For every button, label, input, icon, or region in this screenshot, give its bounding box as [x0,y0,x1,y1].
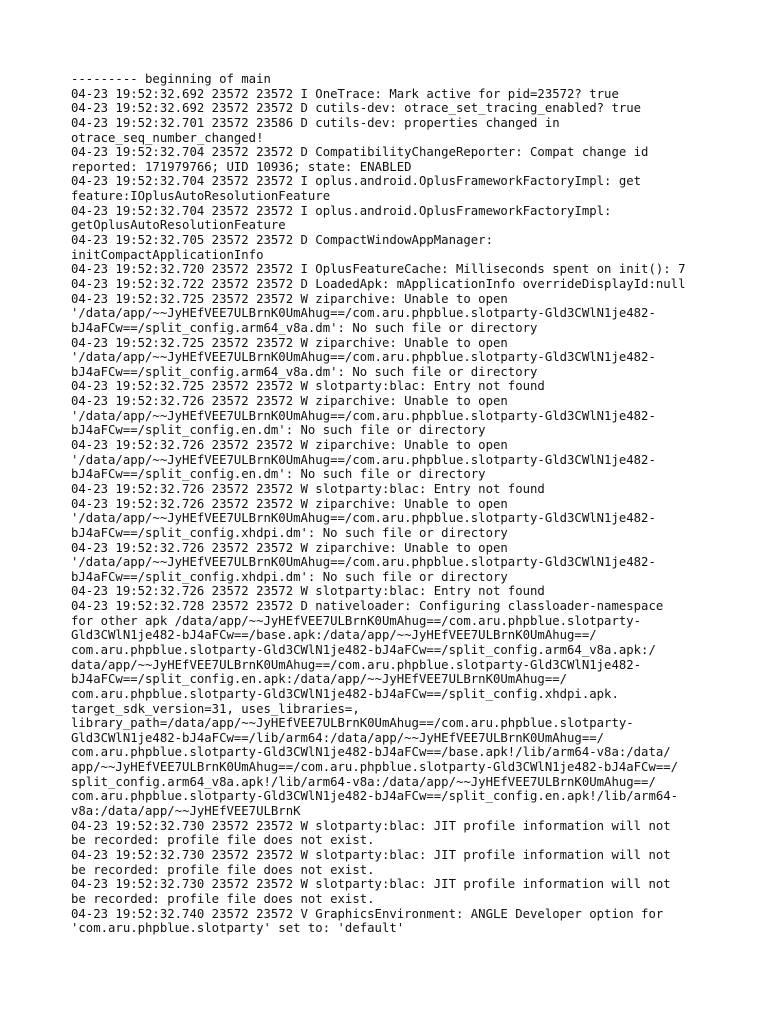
log-line: 04-23 19:52:32.726 23572 23572 W ziparchive: Unable to open [71,496,508,511]
log-line: v8a:/data/app/~~JyHEfVEE7ULBrnK [71,804,301,819]
log-line: bJ4aFCw==/split_config.en.dm': No such file or directory [71,467,486,482]
log-line: '/data/app/~~JyHEfVEE7ULBrnK0UmAhug==/com.aru.phpblue.slotparty-Gld3CWlN1je482- [71,408,656,423]
log-line: bJ4aFCw==/split_config.xhdpi.dm': No such file or directory [71,525,508,540]
log-line: 04-23 19:52:32.720 23572 23572 I OplusFeatureCache: Milliseconds spent on init(): 7 [71,262,686,277]
log-line: 04-23 19:52:32.730 23572 23572 W slotparty:blac: JIT profile information will not [71,847,671,862]
log-line: data/app/~~JyHEfVEE7ULBrnK0UmAhug==/com.aru.phpblue.slotparty-Gld3CWlN1je482- [71,657,642,672]
log-line: '/data/app/~~JyHEfVEE7ULBrnK0UmAhug==/com.aru.phpblue.slotparty-Gld3CWlN1je482- [71,306,656,321]
log-line: reported: 171979766; UID 10936; state: ENABLED [71,159,412,174]
log-line: 04-23 19:52:32.726 23572 23572 W ziparchive: Unable to open [71,540,508,555]
log-line: com.aru.phpblue.slotparty-Gld3CWlN1je482-bJ4aFCw==/split_config.en.apk!/lib/arm64- [71,789,679,804]
log-line: split_config.arm64_v8a.apk!/lib/arm64-v8a:/data/app/~~JyHEfVEE7ULBrnK0UmAhug==/ [71,774,656,789]
log-line: for other apk /data/app/~~JyHEfVEE7ULBrnK0UmAhug==/com.aru.phpblue.slotparty- [71,613,642,628]
log-line: 04-23 19:52:32.701 23572 23586 D cutils-dev: properties changed in [71,115,560,130]
log-line: 04-23 19:52:32.725 23572 23572 W slotparty:blac: Entry not found [71,379,545,394]
log-line: '/data/app/~~JyHEfVEE7ULBrnK0UmAhug==/com.aru.phpblue.slotparty-Gld3CWlN1je482- [71,511,656,526]
log-line: app/~~JyHEfVEE7ULBrnK0UmAhug==/com.aru.phpblue.slotparty-Gld3CWlN1je482-bJ4aFCw==/ [71,760,679,775]
log-line: com.aru.phpblue.slotparty-Gld3CWlN1je482-bJ4aFCw==/split_config.arm64_v8a.apk:/ [71,642,656,657]
log-line: 04-23 19:52:32.692 23572 23572 I OneTrace: Mark active for pid=23572? true [71,86,619,101]
log-line: 04-23 19:52:32.726 23572 23572 W slotparty:blac: Entry not found [71,481,545,496]
log-line: 04-23 19:52:32.725 23572 23572 W ziparchive: Unable to open [71,291,508,306]
log-line: bJ4aFCw==/split_config.en.apk:/data/app/~~JyHEfVEE7ULBrnK0UmAhug==/ [71,672,568,687]
log-line: 04-23 19:52:32.704 23572 23572 D CompatibilityChangeReporter: Compat change id [71,145,649,160]
log-line: be recorded: profile file does not exist. [71,833,375,848]
log-line: library_path=/data/app/~~JyHEfVEE7ULBrnK0UmAhug==/com.aru.phpblue.slotparty- [71,716,634,731]
log-line: 04-23 19:52:32.722 23572 23572 D LoadedApk: mApplicationInfo overrideDisplayId:null [71,276,686,291]
log-line: 04-23 19:52:32.725 23572 23572 W ziparchive: Unable to open [71,335,508,350]
log-line: be recorded: profile file does not exist. [71,862,375,877]
log-line: 04-23 19:52:32.705 23572 23572 D CompactWindowAppManager: [71,233,493,248]
log-line: 'com.aru.phpblue.slotparty' set to: 'default' [71,921,405,936]
log-line: bJ4aFCw==/split_config.en.dm': No such file or directory [71,423,486,438]
log-line: target_sdk_version=31, uses_libraries=, [71,701,360,716]
log-line: '/data/app/~~JyHEfVEE7ULBrnK0UmAhug==/com.aru.phpblue.slotparty-Gld3CWlN1je482- [71,350,656,365]
log-line: com.aru.phpblue.slotparty-Gld3CWlN1je482-bJ4aFCw==/base.apk!/lib/arm64-v8a:/data/ [71,745,671,760]
log-line: Gld3CWlN1je482-bJ4aFCw==/lib/arm64:/data/app/~~JyHEfVEE7ULBrnK0UmAhug==/ [71,730,605,745]
log-line: bJ4aFCw==/split_config.arm64_v8a.dm': No such file or directory [71,320,538,335]
log-line: '/data/app/~~JyHEfVEE7ULBrnK0UmAhug==/com.aru.phpblue.slotparty-Gld3CWlN1je482- [71,452,656,467]
log-output [71,72,711,936]
log-line: 04-23 19:52:32.726 23572 23572 W ziparchive: Unable to open [71,438,508,453]
log-line: 04-23 19:52:32.740 23572 23572 V GraphicsEnvironment: ANGLE Developer option for [71,906,664,921]
log-line: Gld3CWlN1je482-bJ4aFCw==/base.apk:/data/app/~~JyHEfVEE7ULBrnK0UmAhug==/ [71,628,597,643]
log-line: 04-23 19:52:32.726 23572 23572 W ziparchive: Unable to open [71,394,508,409]
log-line: otrace_seq_number_changed! [71,130,264,145]
log-line: 04-23 19:52:32.692 23572 23572 D cutils-dev: otrace_set_tracing_enabled? true [71,101,642,116]
log-line: bJ4aFCw==/split_config.xhdpi.dm': No such file or directory [71,569,508,584]
log-line: 04-23 19:52:32.704 23572 23572 I oplus.android.OplusFrameworkFactoryImpl: get [71,174,642,189]
log-line: getOplusAutoResolutionFeature [71,218,286,233]
log-line: feature:IOplusAutoResolutionFeature [71,189,331,204]
log-document [71,72,711,936]
log-line: 04-23 19:52:32.730 23572 23572 W slotparty:blac: JIT profile information will not [71,818,671,833]
log-line: --------- beginning of main [71,72,271,86]
log-line: be recorded: profile file does not exist. [71,891,375,906]
log-line: 04-23 19:52:32.730 23572 23572 W slotparty:blac: JIT profile information will not [71,877,671,892]
log-line: '/data/app/~~JyHEfVEE7ULBrnK0UmAhug==/com.aru.phpblue.slotparty-Gld3CWlN1je482- [71,555,656,570]
log-line: initCompactApplicationInfo [71,247,264,262]
log-line: 04-23 19:52:32.726 23572 23572 W slotparty:blac: Entry not found [71,584,545,599]
log-line: 04-23 19:52:32.728 23572 23572 D nativeloader: Configuring classloader-namespace [71,599,664,614]
log-line: 04-23 19:52:32.704 23572 23572 I oplus.android.OplusFrameworkFactoryImpl: [71,203,612,218]
log-line: bJ4aFCw==/split_config.arm64_v8a.dm': No such file or directory [71,364,538,379]
log-line: com.aru.phpblue.slotparty-Gld3CWlN1je482-bJ4aFCw==/split_config.xhdpi.apk. [71,686,619,701]
